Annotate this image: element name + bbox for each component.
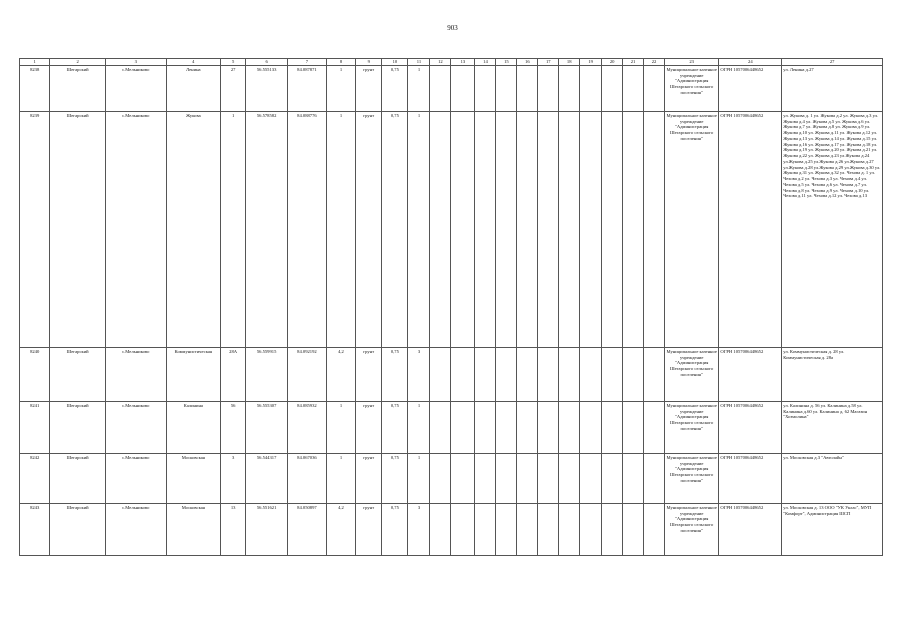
cell-c8: 4,2 bbox=[326, 504, 355, 556]
cell-c11: 1 bbox=[408, 66, 430, 112]
empty-cell bbox=[538, 112, 559, 348]
empty-cell bbox=[538, 402, 559, 454]
empty-cell bbox=[644, 348, 665, 402]
cell-c24: ОГРН 1057006448652 bbox=[719, 348, 782, 402]
cell-c8: 1 bbox=[326, 402, 355, 454]
header-cell: 14 bbox=[475, 59, 496, 66]
empty-cell bbox=[430, 402, 451, 454]
empty-cell bbox=[644, 112, 665, 348]
table-row bbox=[20, 454, 883, 504]
cell-c3: с.Мельниково bbox=[105, 454, 166, 504]
header-cell: 27 bbox=[782, 59, 883, 66]
empty-cell bbox=[475, 504, 496, 556]
header-cell: 8 bbox=[326, 59, 355, 66]
cell-c10: 0,75 bbox=[382, 454, 408, 504]
cell-c3: с.Мельниково bbox=[105, 504, 166, 556]
empty-cell bbox=[623, 504, 644, 556]
header-cell: 24 bbox=[719, 59, 782, 66]
empty-cell bbox=[602, 112, 623, 348]
header-cell: 3 bbox=[105, 59, 166, 66]
empty-cell bbox=[475, 66, 496, 112]
header-cell: 4 bbox=[166, 59, 220, 66]
header-cell: 18 bbox=[559, 59, 580, 66]
empty-cell bbox=[451, 454, 475, 504]
cell-c7: 84.067036 bbox=[288, 454, 327, 504]
cell-c4: Коммунистическая bbox=[166, 348, 220, 402]
header-cell: 23 bbox=[664, 59, 718, 66]
empty-cell bbox=[451, 504, 475, 556]
cell-c1: 8242 bbox=[20, 454, 50, 504]
cell-c24: ОГРН 1057006448652 bbox=[719, 454, 782, 504]
header-cell: 12 bbox=[430, 59, 451, 66]
cell-c10: 0,75 bbox=[382, 66, 408, 112]
cell-c2: Шегарский bbox=[50, 348, 106, 402]
cell-c27: ул. Московская д. 13 ООО "УК Уклас", МУП "Комфорт", Администрация ШСП bbox=[782, 504, 883, 556]
header-cell: 16 bbox=[517, 59, 538, 66]
empty-cell bbox=[623, 66, 644, 112]
cell-c1: 8239 bbox=[20, 112, 50, 348]
cell-c24: ОГРН 1057006448652 bbox=[719, 66, 782, 112]
empty-cell bbox=[496, 454, 517, 504]
empty-cell bbox=[623, 112, 644, 348]
empty-cell bbox=[623, 402, 644, 454]
registry-table bbox=[19, 58, 883, 556]
empty-cell bbox=[517, 66, 538, 112]
empty-cell bbox=[496, 112, 517, 348]
empty-cell bbox=[580, 348, 602, 402]
cell-c23: Муниципальное казенное учреждение "Администрация Шегарского сельского поселения" bbox=[664, 112, 718, 348]
cell-c11: 3 bbox=[408, 504, 430, 556]
empty-cell bbox=[430, 348, 451, 402]
cell-c4: Жукова bbox=[166, 112, 220, 348]
empty-cell bbox=[644, 66, 665, 112]
header-cell: 6 bbox=[246, 59, 288, 66]
header-cell: 11 bbox=[408, 59, 430, 66]
cell-c1: 8241 bbox=[20, 402, 50, 454]
cell-c27: ул. Московская д.3 "Автолайн" bbox=[782, 454, 883, 504]
empty-cell bbox=[430, 66, 451, 112]
cell-c9: грунт bbox=[356, 504, 382, 556]
cell-c2: Шегарский bbox=[50, 504, 106, 556]
cell-c3: с.Мельниково bbox=[105, 348, 166, 402]
cell-c5: 3 bbox=[221, 454, 246, 504]
empty-cell bbox=[451, 402, 475, 454]
header-cell: 17 bbox=[538, 59, 559, 66]
cell-c3: с.Мельниково bbox=[105, 66, 166, 112]
empty-cell bbox=[559, 348, 580, 402]
empty-cell bbox=[602, 504, 623, 556]
empty-cell bbox=[496, 504, 517, 556]
cell-c2: Шегарский bbox=[50, 454, 106, 504]
header-cell: 21 bbox=[623, 59, 644, 66]
empty-cell bbox=[538, 66, 559, 112]
cell-c6: 56.555133 bbox=[246, 66, 288, 112]
empty-cell bbox=[538, 454, 559, 504]
cell-c10: 0,75 bbox=[382, 348, 408, 402]
cell-c23: Муниципальное казенное учреждение "Администрация Шегарского сельского поселения" bbox=[664, 402, 718, 454]
empty-cell bbox=[430, 112, 451, 348]
cell-c10: 0,75 bbox=[382, 402, 408, 454]
cell-c24: ОГРН 1057006448652 bbox=[719, 504, 782, 556]
cell-c27: ул. Коммунистическая д. 28 ул. Коммунистическая д. 28а bbox=[782, 348, 883, 402]
cell-c11: 1 bbox=[408, 112, 430, 348]
cell-c24: ОГРН 1057006448652 bbox=[719, 112, 782, 348]
cell-c7: 84.085932 bbox=[288, 402, 327, 454]
empty-cell bbox=[644, 504, 665, 556]
empty-cell bbox=[496, 66, 517, 112]
table-row bbox=[20, 66, 883, 112]
header-cell: 19 bbox=[580, 59, 602, 66]
cell-c27: ул. Ленина д.27 bbox=[782, 66, 883, 112]
empty-cell bbox=[451, 112, 475, 348]
cell-c1: 8238 bbox=[20, 66, 50, 112]
cell-c6: 56.544317 bbox=[246, 454, 288, 504]
cell-c9: грунт bbox=[356, 402, 382, 454]
cell-c6: 56.551621 bbox=[246, 504, 288, 556]
empty-cell bbox=[644, 402, 665, 454]
cell-c7: 84.088776 bbox=[288, 112, 327, 348]
empty-cell bbox=[475, 348, 496, 402]
cell-c24: ОГРН 1057006448652 bbox=[719, 402, 782, 454]
table-row bbox=[20, 504, 883, 556]
header-cell: 13 bbox=[451, 59, 475, 66]
empty-cell bbox=[559, 504, 580, 556]
cell-c27: ул. Калинина д. 56 ул. Калинина д.58 ул. Калинина д.60 ул. Калинина д. 62 Магазин "Хозмолина" bbox=[782, 402, 883, 454]
header-cell: 9 bbox=[356, 59, 382, 66]
empty-cell bbox=[430, 504, 451, 556]
empty-cell bbox=[559, 402, 580, 454]
cell-c1: 8240 bbox=[20, 348, 50, 402]
empty-cell bbox=[496, 348, 517, 402]
header-cell: 7 bbox=[288, 59, 327, 66]
empty-cell bbox=[451, 66, 475, 112]
empty-cell bbox=[602, 348, 623, 402]
cell-c5: 28А bbox=[221, 348, 246, 402]
cell-c5: 1 bbox=[221, 112, 246, 348]
cell-c23: Муниципальное казенное учреждение "Администрация Шегарского сельского поселения" bbox=[664, 348, 718, 402]
empty-cell bbox=[538, 348, 559, 402]
empty-cell bbox=[623, 348, 644, 402]
empty-cell bbox=[475, 402, 496, 454]
empty-cell bbox=[517, 504, 538, 556]
cell-c5: 27 bbox=[221, 66, 246, 112]
cell-c6: 56.578582 bbox=[246, 112, 288, 348]
header-cell: 20 bbox=[602, 59, 623, 66]
cell-c9: грунт bbox=[356, 348, 382, 402]
empty-cell bbox=[580, 66, 602, 112]
cell-c8: 4,2 bbox=[326, 348, 355, 402]
empty-cell bbox=[580, 112, 602, 348]
cell-c5: 13 bbox=[221, 504, 246, 556]
empty-cell bbox=[559, 112, 580, 348]
table-row bbox=[20, 402, 883, 454]
cell-c23: Муниципальное казенное учреждение "Администрация Шегарского сельского поселения" bbox=[664, 66, 718, 112]
cell-c11: 3 bbox=[408, 348, 430, 402]
empty-cell bbox=[430, 454, 451, 504]
cell-c4: Ленина bbox=[166, 66, 220, 112]
cell-c27: ул. Жукова д. 1 ул. Жукова д.2 ул. Жукова д.3 ул. Жукова д.4 ул. Жукова д.5 ул. Жукова д.6 ул. Жукова д.7 ул. Жукова д.8 ул. Жукова д.9 ул. Жукова д.10 ул. Жукова д.11 ул. Жукова д.12 ул. Жукова д.13 ул. Жукова д.14 ул. Жукова д.15 ул. Жукова д.16 ул. Жукова д.17 ул. Жукова д.18 ул. Жукова д.19 ул. Жукова д.20 ул. Жукова д.21 ул. Жукова д.22 ул. Жукова д.23 ул.Жукова д.24 ул.Жукова д.25 ул.Жукова д.26 ул.Жукова д.27 ул.Жукова д.28 ул.Жукова д.29 ул.Жукова д.30 ул. Жукова д.31 ул. Жукова д.32 ул. Чехова д. 1 ул. Чехова д.2 ул. Чехова д.3 ул. Чехова д.4 ул. Чехова д.5 ул. Чехова д.6 ул. Чехова д.7 ул. Чехова д.8 ул. Чехова д.9 ул. Чехова д.10 ул. Чехова д.11 ул. Чехова д.12 ул. Чехова д.13 bbox=[782, 112, 883, 348]
empty-cell bbox=[580, 504, 602, 556]
page-number: 903 bbox=[447, 24, 458, 32]
cell-c7: 84.050897 bbox=[288, 504, 327, 556]
cell-c23: Муниципальное казенное учреждение "Администрация Шегарского сельского поселения" bbox=[664, 504, 718, 556]
header-cell: 10 bbox=[382, 59, 408, 66]
empty-cell bbox=[623, 454, 644, 504]
cell-c1: 8243 bbox=[20, 504, 50, 556]
cell-c4: Московская bbox=[166, 454, 220, 504]
cell-c9: грунт bbox=[356, 66, 382, 112]
cell-c2: Шегарский bbox=[50, 402, 106, 454]
cell-c9: грунт bbox=[356, 112, 382, 348]
cell-c10: 0,75 bbox=[382, 504, 408, 556]
header-row bbox=[20, 59, 883, 66]
cell-c2: Шегарский bbox=[50, 112, 106, 348]
cell-c9: грунт bbox=[356, 454, 382, 504]
empty-cell bbox=[644, 454, 665, 504]
cell-c3: с.Мельниково bbox=[105, 112, 166, 348]
cell-c6: 56.555307 bbox=[246, 402, 288, 454]
cell-c4: Московская bbox=[166, 504, 220, 556]
cell-c3: с.Мельниково bbox=[105, 402, 166, 454]
empty-cell bbox=[496, 402, 517, 454]
header-cell: 5 bbox=[221, 59, 246, 66]
cell-c7: 84.092192 bbox=[288, 348, 327, 402]
cell-c2: Шегарский bbox=[50, 66, 106, 112]
empty-cell bbox=[602, 66, 623, 112]
cell-c4: Калинина bbox=[166, 402, 220, 454]
cell-c10: 0,75 bbox=[382, 112, 408, 348]
header-cell: 1 bbox=[20, 59, 50, 66]
cell-c11: 1 bbox=[408, 402, 430, 454]
header-cell: 15 bbox=[496, 59, 517, 66]
table-row bbox=[20, 112, 883, 348]
cell-c5: 56 bbox=[221, 402, 246, 454]
empty-cell bbox=[559, 454, 580, 504]
cell-c6: 56.559915 bbox=[246, 348, 288, 402]
empty-cell bbox=[451, 348, 475, 402]
table-row bbox=[20, 348, 883, 402]
header-cell: 2 bbox=[50, 59, 106, 66]
empty-cell bbox=[580, 454, 602, 504]
empty-cell bbox=[580, 402, 602, 454]
cell-c11: 1 bbox=[408, 454, 430, 504]
empty-cell bbox=[538, 504, 559, 556]
cell-c7: 84.087871 bbox=[288, 66, 327, 112]
cell-c8: 1 bbox=[326, 112, 355, 348]
empty-cell bbox=[559, 66, 580, 112]
empty-cell bbox=[602, 454, 623, 504]
cell-c8: 1 bbox=[326, 454, 355, 504]
header-cell: 22 bbox=[644, 59, 665, 66]
empty-cell bbox=[602, 402, 623, 454]
empty-cell bbox=[517, 454, 538, 504]
empty-cell bbox=[517, 112, 538, 348]
cell-c23: Муниципальное казенное учреждение "Администрация Шегарского сельского поселения" bbox=[664, 454, 718, 504]
empty-cell bbox=[517, 402, 538, 454]
cell-c8: 1 bbox=[326, 66, 355, 112]
empty-cell bbox=[475, 112, 496, 348]
empty-cell bbox=[517, 348, 538, 402]
table-body bbox=[20, 66, 883, 556]
empty-cell bbox=[475, 454, 496, 504]
